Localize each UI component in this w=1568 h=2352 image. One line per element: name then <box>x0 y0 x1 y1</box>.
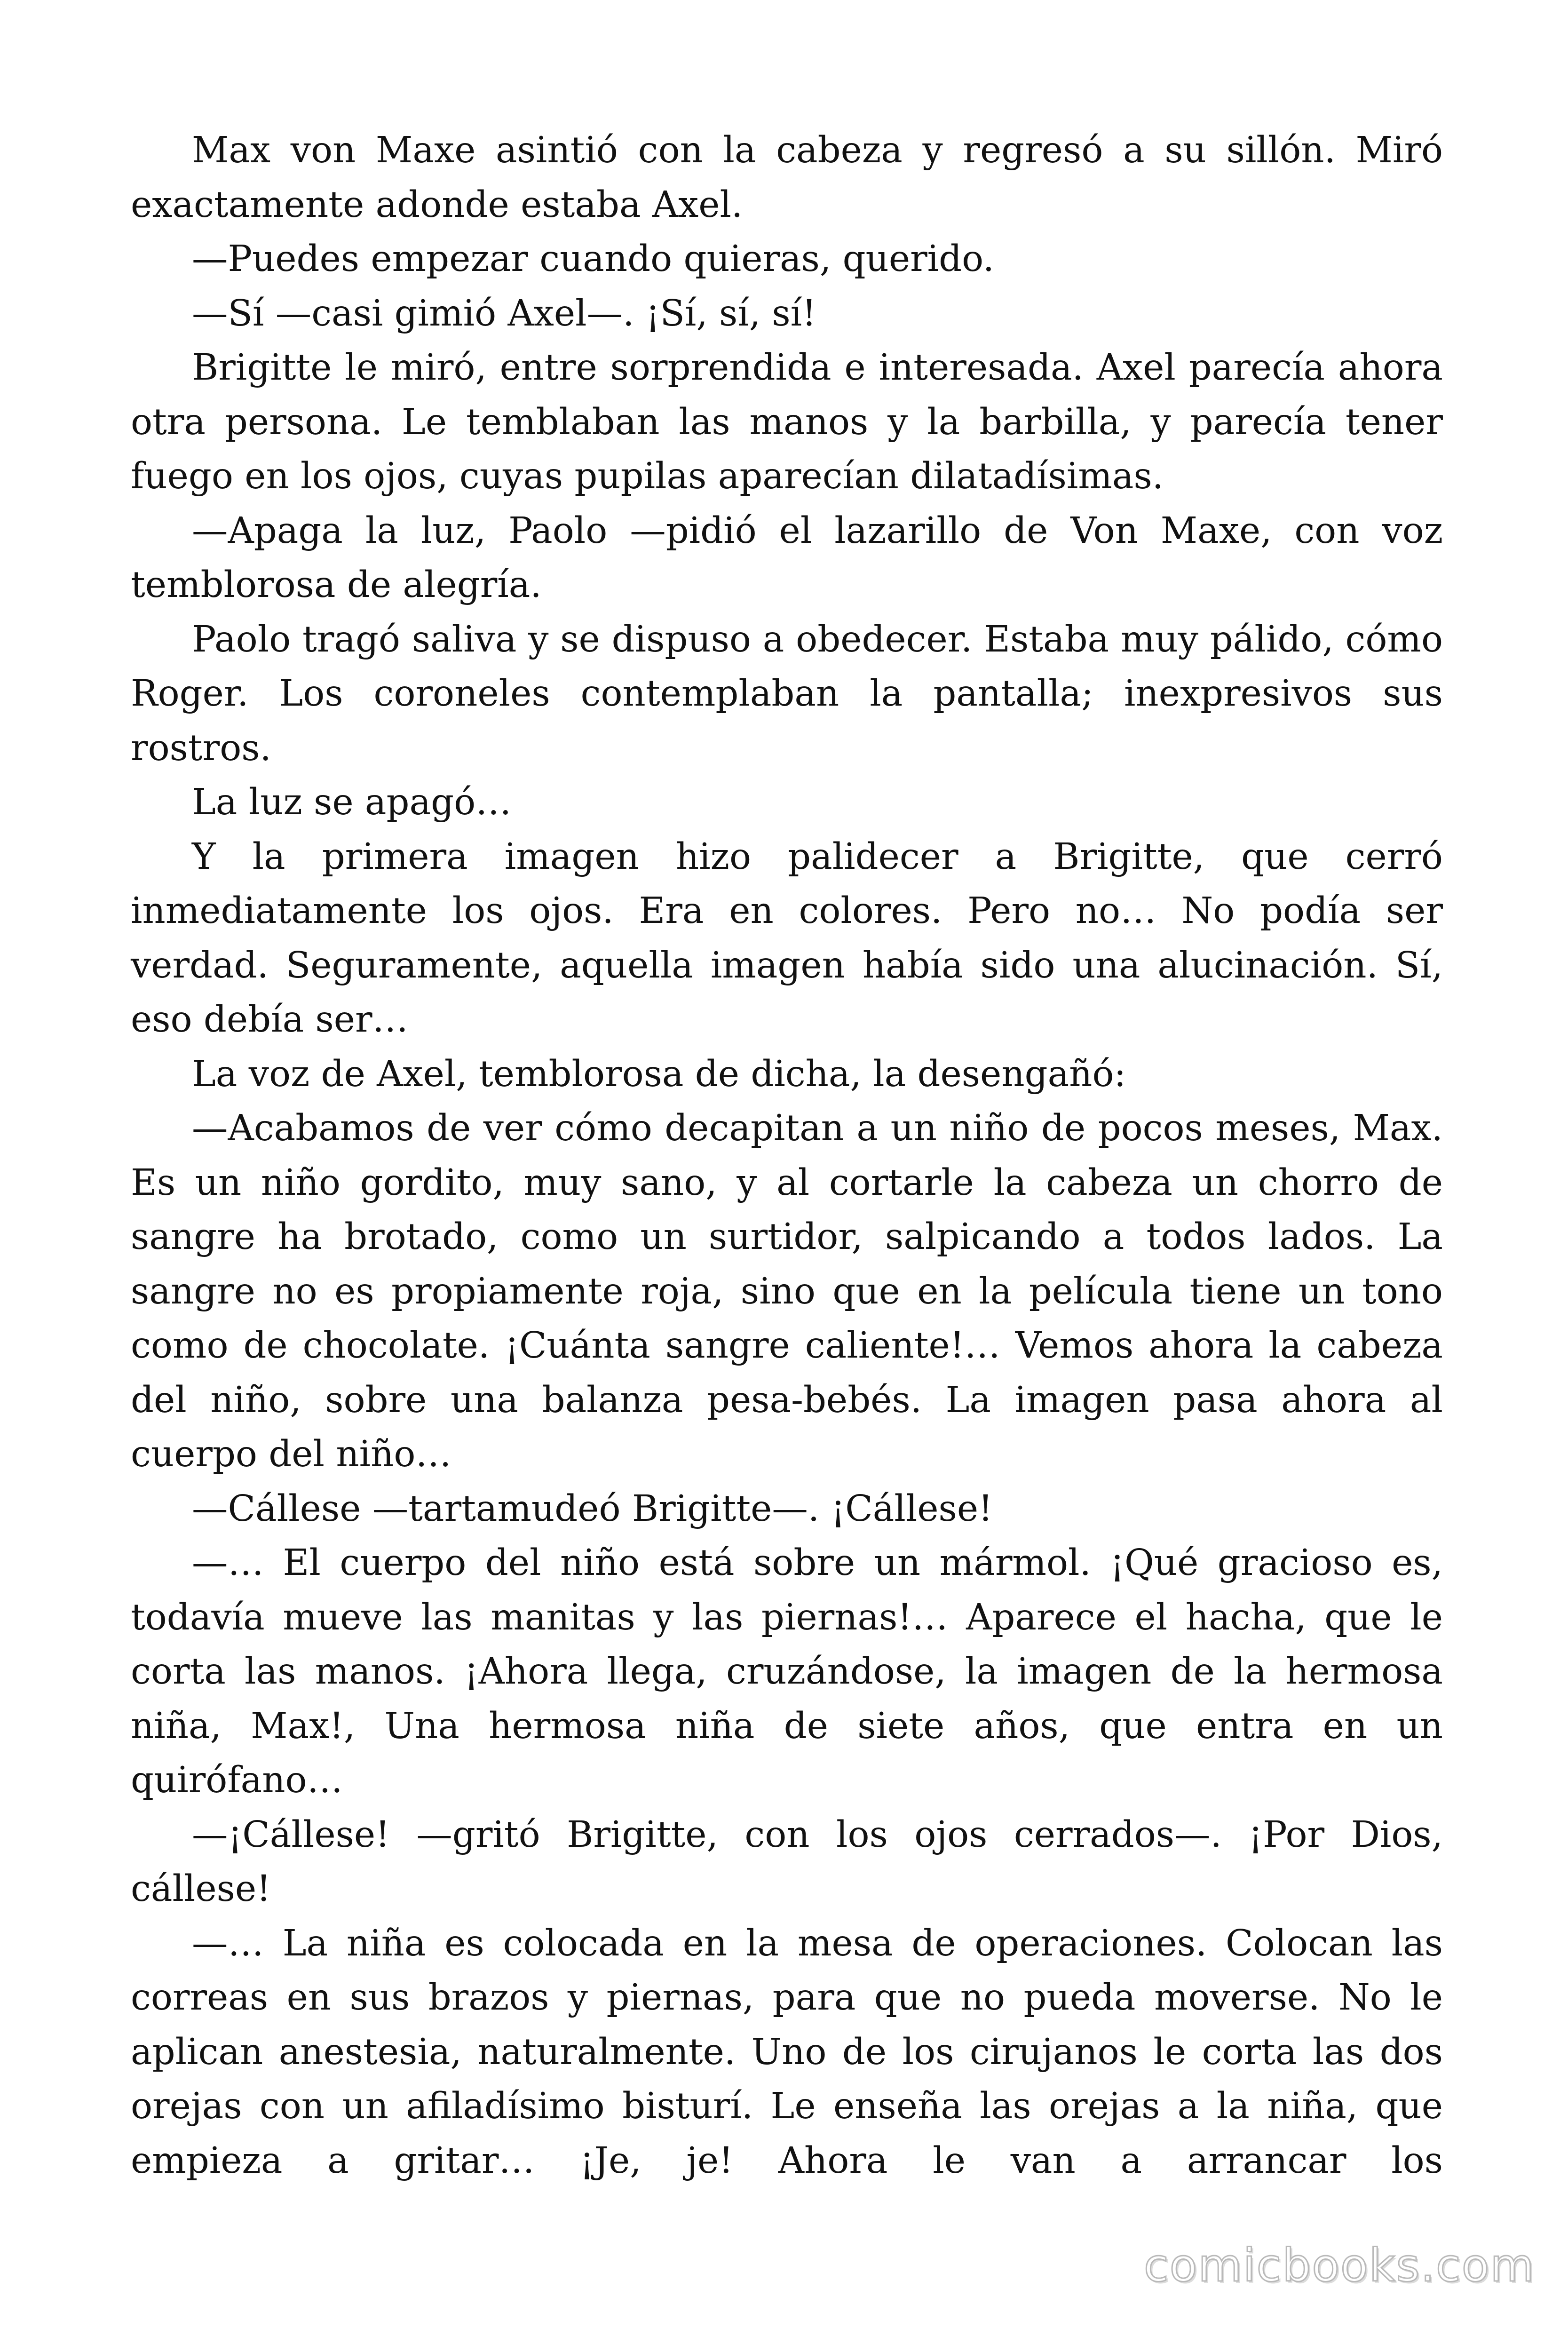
paragraph: —Apaga la luz, Paolo —pidió el lazarillo de Von Maxe, con voz temblorosa de alegría. <box>131 509 1443 606</box>
paragraph: —Sí —casi gimió Axel—. ¡Sí, sí, sí! <box>192 292 816 334</box>
watermark: comicbooks.com <box>1143 2239 1535 2292</box>
paragraph: La luz se apagó… <box>192 781 512 823</box>
paragraph: —Cállese —tartamudeó Brigitte—. ¡Cállese! <box>192 1487 993 1530</box>
paragraph: —¡Cállese! —gritó Brigitte, con los ojos cerrados—. ¡Por Dios, cállese! <box>131 1813 1443 1910</box>
paragraph: —… El cuerpo del niño está sobre un mármol. ¡Qué gracioso es, todavía mueve las manitas y las piernas!… Aparece el hacha, que le corta las manos. ¡Ahora llega, cruzándose, la imagen de la hermosa niña, Max!, Una hermosa niña de siete años, que entra en un quirófano… <box>131 1542 1443 1801</box>
paragraph: Max von Maxe asintió con la cabeza y regresó a su sillón. Miró exactamente adonde estaba Axel. <box>131 129 1443 226</box>
paragraph: Brigitte le miró, entre sorprendida e interesada. Axel parecía ahora otra persona. Le temblaban las manos y la barbilla, y parecía tener fuego en los ojos, cuyas pupilas aparecían dilatadísimas. <box>131 347 1443 497</box>
body-text <box>131 123 1443 2188</box>
paragraph: Paolo tragó saliva y se dispuso a obedecer. Estaba muy pálido, cómo Roger. Los coroneles contemplaban la pantalla; inexpresivos sus rostros. <box>131 618 1443 769</box>
paragraph: La voz de Axel, temblorosa de dicha, la desengañó: <box>192 1053 1126 1095</box>
paragraph: —… La niña es colocada en la mesa de operaciones. Colocan las correas en sus brazos y piernas, para que no pueda moverse. No le aplican anestesia, naturalmente. Uno de los cirujanos le corta las dos orejas con un afiladísimo bisturí. Le enseña las orejas a la niña, que empieza a gritar… ¡Je, je! Ahora le van a arrancar los <box>131 1922 1443 2182</box>
paragraph: —Puedes empezar cuando quieras, querido. <box>192 238 995 280</box>
paragraph: —Acabamos de ver cómo decapitan a un niño de pocos meses, Max. Es un niño gordito, muy sano, y al cortarle la cabeza un chorro de sangre ha brotado, como un surtidor, salpicando a todos lados. La sangre no es propiamente roja, sino que en la película tiene un tono como de chocolate. ¡Cuánta sangre caliente!… Vemos ahora la cabeza del niño, sobre una balanza pesa-bebés. La imagen pasa ahora al cuerpo del niño… <box>131 1107 1443 1475</box>
paragraph: Y la primera imagen hizo palidecer a Brigitte, que cerró inmediatamente los ojos. Era en colores. Pero no… No podía ser verdad. Seguramente, aquella imagen había sido una alucinación. Sí, eso debía ser… <box>131 835 1443 1041</box>
